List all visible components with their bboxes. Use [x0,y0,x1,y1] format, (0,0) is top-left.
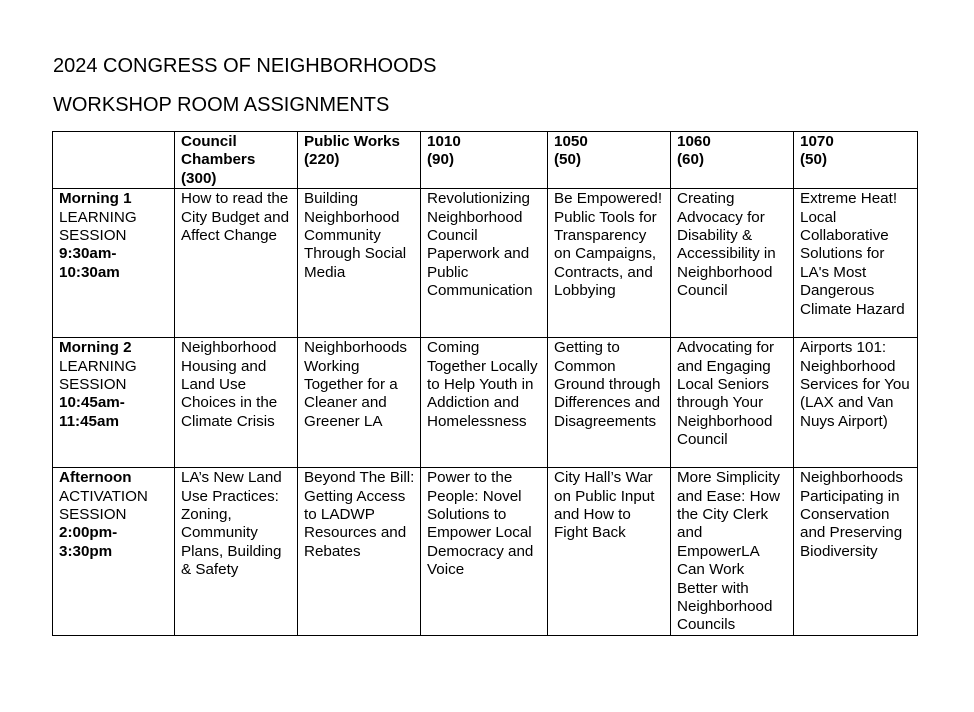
table-row [53,338,918,468]
room-header [421,132,548,189]
session-time: 10:45am-11:45am [59,394,125,430]
workshop-cell: Neighborhoods Working Together for a Cleaner and Greener LA [298,338,421,468]
workshop-cell: Neighborhood Housing and Land Use Choices in the Climate Crisis [175,338,298,468]
workshop-cell: Creating Advocacy for Disability & Accessibility in Neighborhood Council [671,189,794,338]
room-name: 1050 [554,133,588,150]
room-capacity: (220) [304,151,340,169]
room-name: 1070 [800,133,834,150]
document-subtitle: WORKSHOP ROOM ASSIGNMENTS [53,94,390,116]
workshop-cell: Power to the People: Novel Solutions to Empower Local Democracy and Voice [421,468,548,636]
room-header [175,132,298,189]
room-capacity: (50) [554,151,582,169]
session-time: 9:30am-10:30am [59,245,120,281]
session-type: LEARNING SESSION [59,357,137,394]
workshop-cell: Advocating for and Engaging Local Seniors through Your Neighborhood Council [671,338,794,468]
workshop-cell: Neighborhoods Participating in Conservation and Preserving Biodiversity [794,468,918,636]
header-row [53,132,918,189]
room-name: 1010 [427,133,461,150]
room-name: Public Works [304,133,400,150]
session-type: ACTIVATION SESSION [59,487,148,524]
workshop-cell: Airports 101: Neighborhood Services for You (LAX and Van Nuys Airport) [794,338,918,468]
room-header [298,132,421,189]
workshop-cell: Be Empowered! Public Tools for Transparency on Campaigns, Contracts, and Lobbying [548,189,671,338]
table-row [53,189,918,338]
room-name: Council Chambers [181,133,256,169]
workshop-room-table [52,131,918,636]
session-type: LEARNING SESSION [59,208,137,245]
workshop-cell: Revolutionizing Neighborhood Council Paperwork and Public Communication [421,189,548,338]
session-cell [53,468,175,636]
document-title: 2024 CONGRESS OF NEIGHBORHOODS [53,55,437,77]
session-time: 2:00pm-3:30pm [59,524,118,560]
workshop-cell: LA’s New Land Use Practices: Zoning, Community Plans, Building & Safety [175,468,298,636]
room-capacity: (60) [677,151,705,169]
header-empty-cell [53,132,175,189]
workshop-cell: Getting to Common Ground through Differences and Disagreements [548,338,671,468]
session-name: Morning 2 [59,339,132,357]
workshop-cell: Extreme Heat! Local Collaborative Solutions for LA's Most Dangerous Climate Hazard [794,189,918,338]
session-cell [53,338,175,468]
workshop-cell: Beyond The Bill: Getting Access to LADWP Resources and Rebates [298,468,421,636]
room-capacity: (90) [427,151,455,169]
session-name: Morning 1 [59,190,132,208]
workshop-cell: City Hall’s War on Public Input and How to Fight Back [548,468,671,636]
table-row [53,468,918,636]
room-capacity: (300) [181,169,217,187]
room-capacity: (50) [800,151,828,169]
room-header [548,132,671,189]
workshop-cell: More Simplicity and Ease: How the City Clerk and EmpowerLA Can Work Better with Neighborhood Councils [671,468,794,636]
room-header [794,132,918,189]
room-name: 1060 [677,133,711,150]
session-name: Afternoon [59,469,132,487]
workshop-cell: Coming Together Locally to Help Youth in Addiction and Homelessness [421,338,548,468]
workshop-cell: How to read the City Budget and Affect Change [175,189,298,338]
session-cell [53,189,175,338]
workshop-cell: Building Neighborhood Community Through Social Media [298,189,421,338]
room-header [671,132,794,189]
